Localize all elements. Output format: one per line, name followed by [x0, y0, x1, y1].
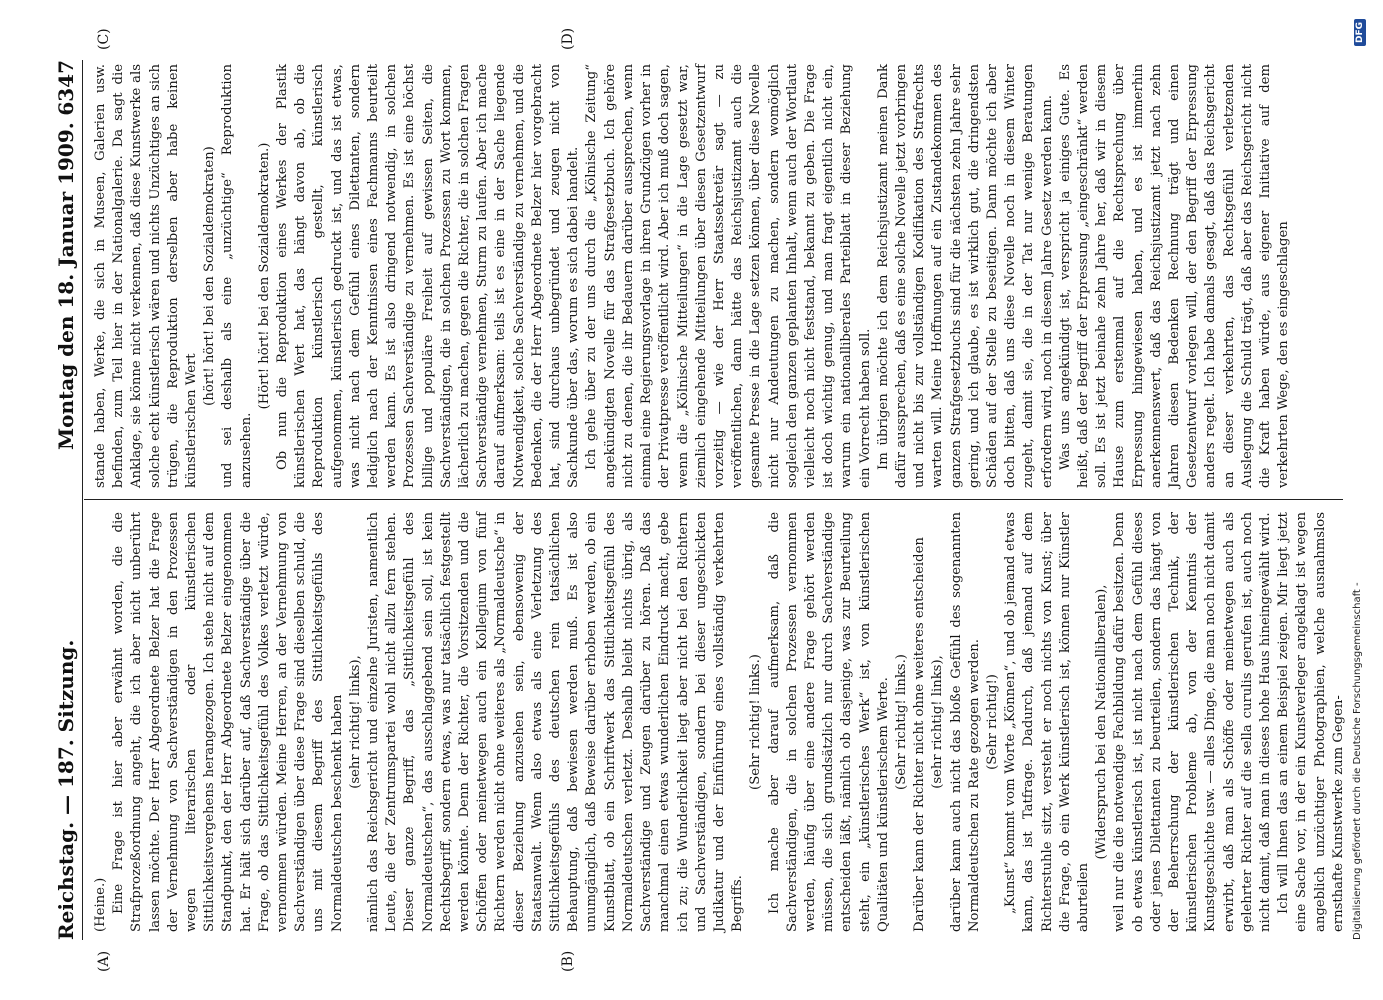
margin-marker-c: (C) [96, 28, 112, 50]
paragraph: Ob nun die Reproduktion eines Werkes der Plastik künstlerischen Wert hat, das hängt davon ab, ob die Reproduktion künstlerisch gestellt, künstlerisch aufgenommen, künstlerisch gedruckt ist, und das ist etwas, was nicht nach dem Gefühl eines Dilettanten, sondern lediglich nach der Kenntnissen eines Fachmanns beurteilt werden kann. Es ist also dringend notwendig, in solchen Prozessen Sachverständige zu vernehmen. Es ist eine höchst billige und populäre Freiheit auf gewissen Seiten, die Sachverständigen, die in solchen Prozessen zu Wort kommen, lächerlich zu machen, gegen die Richter, die in solchen Fragen Sachverständige vernehmen, Sturm zu laufen. Aber ich mache darauf aufmerksam: teils ist es eine in der Sache liegende Notwendigkeit, solche Sachverständige zu vernehmen, und die Bedenken, die der Herr Abgeordnete Belzer hier vorgebracht hat, sind durchaus unbegründet und zeugen nicht von Sachkunde über das, worum es sich dabei handelt. [275, 64, 582, 488]
margin-marker-a: (A) [96, 950, 112, 972]
left-text-column [92, 512, 1346, 932]
paragraph: (Sehr richtig! links.) [748, 654, 764, 790]
paragraph: und sei deshalb als eine „unzüchtige“ Reproduktion anzusehen. [220, 64, 254, 488]
header-session: Reichstag. — 187. Sitzung. [54, 639, 78, 940]
paragraph: Im übrigen möchte ich dem Reichsjustizamt meinen Dank dafür aussprechen, daß es eine solche Novelle jetzt vorbringen und nicht bis zur vollständigen Kodifikation des Strafrechts warten will. Meine Hoffnungen auf ein Zustandekommen des ganzen Strafgesetzbuchs sind für die nächsten zehn Jahre sehr gering, und ich glaube, es ist wirklich gut, die dringendsten Schäden auf der Stelle zu beseitigen. Dann möchte ich aber doch bitten, daß uns diese Novelle noch in diesem Winter zugeht, damit sie, die in der Tat nur wenige Beratungen erfordern wird, noch in diesem Jahre Gesetz werden kann. [875, 64, 1055, 488]
paragraph: darüber kann auch nicht das bloße Gefühl des sogenannten Normaldeutschen zu Rate gezogen werden. [948, 512, 982, 932]
dfg-logo: DFG [1354, 19, 1366, 46]
paragraph: Was uns angekündigt ist, verspricht ja einiges Gute. Es heißt, daß der Begriff der Erpressung „eingeschränkt“ werden soll. Es ist jetzt beinahe zehn Jahre her, daß wir in diesem Hause zum erstenmal auf die Rechtsprechung über Erpressung hingewiesen haben, und es ist immerhin anerkennenswert, daß das Reichsjustizamt jetzt nach zehn Jahren diesen Bedenken Rechnung trägt und einen Gesetzentwurf vorlegen will, der den Begriff der Erpressung anders regelt. Ich habe damals gesagt, daß das Reichsgericht an dieser verkehrten, das Rechtsgefühl verletzenden Auslegung die Schuld trägt, daß aber das Reichsgericht nicht die Kraft haben würde, aus eigener Initiative auf dem verkehrten Wege, den es eingeschlagen [1057, 64, 1292, 488]
margin-marker-b: (B) [560, 950, 576, 972]
paragraph: nämlich das Reichsgericht und einzelne Juristen, namentlich Leute, die der Zentrumspartei wohl nicht allzu fern stehen. Dieser ganze Begriff, das „Sittlichkeitsgefühl des Normaldeutschen“, das ausschlaggebend sein soll, ist kein Rechtsbegriff, sondern etwas, was nur tatsächlich festgestellt werden könnte. Denn der Richter, die Vorsitzenden und die Schöffen oder meinetwegen auch ein Kollegium von fünf Richtern werden nicht ohne weiteres als „Normaldeutsche“ in dieser Beziehung anzusehen sein, ebensowenig der Staatsanwalt. Wenn also etwas als eine Verletzung des Sittlichkeitsgefühls des deutschen rein tatsächlichen Behauptung, daß bewiesen werden muß. Es ist also unumgänglich, daß Beweise darüber erhoben werden, ob ein Kunstblatt, ob ein Schriftwerk das Sittlichkeitsgefühl des Normaldeutschen verletzt. Deshalb bleibt nichts übrig, als Sachverständige und Zeugen darüber zu hören. Daß das manchmal einen etwas wunderlichen Eindruck macht, gebe ich zu; die Wunderlichkeit liegt aber nicht bei den Richtern und Sachverständigen, sondern bei dieser ungeschickten Judikatur und der Einführung eines vollständig verkehrten Begriffs. [366, 512, 746, 932]
paragraph: Eine Frage ist hier aber erwähnt worden, die die Strafprozeßordnung angeht, die ich aber nicht unberührt lassen möchte. Der Herr Abgeordnete Belzer hat die Frage der Vernehmung von Sachverständigen in den Prozessen wegen literarischen oder künstlerischen Sittlichkeitsvergehens herangezogen. Ich stehe nicht auf dem Standpunkt, den der Herr Abgeordnete Belzer eingenommen hat. Er hält sich darüber auf, daß Sachverständige über die Frage, ob das Sittlichkeitsgefühl des Volkes verletzt würde, vernommen würden. Meine Herren, an der Vernehmung von Sachverständigen über diese Frage sind dieselben schuld, die uns mit diesem Begriff des Sittlichkeitsgefühls des Normaldeutschen beschenkt haben [111, 512, 345, 932]
paragraph: weil nur die die notwendige Fachbildung dafür besitzen. Denn ob etwas künstlerisch ist, ist nicht nach dem Gefühl dieses oder jenes Dilettanten zu beurteilen, sondern das hängt von der Beherrschung der künstlerischen Technik, der künstlerischen Probleme ab, von der Kenntnis der Kunstgeschichte usw. — alles Dinge, die man noch nicht damit erwirbt, daß man als Schöffe oder meinetwegen auch als gelehrter Richter auf die sella curulis gerufen ist, auch noch nicht damit, daß man in dieses hohe Haus hineingewählt wird. [1112, 512, 1273, 932]
paragraph: Darüber kann der Richter nicht ohne weiteres entscheiden [912, 537, 928, 932]
column-divider [84, 499, 1343, 500]
paragraph: „Kunst“ kommt vom Worte „Können“, und ob jemand etwas kann, das ist Tatfrage. Dadurch, daß jemand auf dem Richterstuhle sitzt, versteht er noch nichts von Kunst; über die Frage, ob ein Werk künstlerisch ist, können nur Künstler aburteilen [1003, 512, 1091, 932]
paragraph: (hört! hört! bei den Sozialdemokraten) [202, 146, 218, 406]
paragraph: (sehr richtig! links), [347, 655, 363, 789]
paragraph: Ich mache aber darauf aufmerksam, daß die Sachverständigen, die in solchen Prozessen vernommen werden, häufig über eine andere Frage gehört werden müssen, die sich grundsätzlich nur durch Sachverständige entscheiden läßt, nämlich ob dasjenige, was zur Beurteilung steht, ein „künstlerisches Werk“ ist, von künstlerischen Qualitäten und künstlerischem Werte. [766, 512, 891, 932]
paragraph: stande haben, Werke, die sich in Museen, Galerien usw. befinden, zum Teil hier in der Nationalgalerie. Da sagt die Anklage, sie könne nicht verkennen, daß diese Kunstwerke als solche echt künstlerisch wären und nichts Unzüchtiges an sich trügen, die Reproduktion derselben aber habe keinen künstlerischen Wert [93, 64, 200, 488]
digitization-credit: Digitalisierung gefördert durch die Deutsche Forschungsgemeinschaft - [1352, 582, 1363, 940]
margin-marker-d: (D) [560, 27, 576, 50]
paragraph: Ich gehe über zu der uns durch die „Kölnische Zeitung“ angekündigten Novelle für das Strafgesetzbuch. Ich gehöre nicht zu denen, die ihr Bedauern darüber aussprechen, wenn einmal eine Regierungsvorlage in ihren Grundzügen vorher in der Privatpresse veröffentlicht wird. Aber ich muß doch sagen, wenn die „Kölnische Mitteilungen“ in die Lage gesetzt war, ziemlich eingehende Mitteilungen über diesen Gesetzentwurf vorzeitig — wie der Herr Staatssekretär sagt — zu veröffentlichen, dann hätte das Reichsjustizamt auch die gesamte Presse in die Lage setzen können, über diese Novelle nicht nur Andeutungen zu machen, sondern womöglich sogleich den ganzen geplanten Inhalt, wenn auch der Wortlaut vielleicht noch nicht feststand, bekannt zu geben. Die Frage ist doch wichtig genug, und man fragt eigentlich nicht ein, warum ein nationalliberales Parteiblatt in dieser Beziehung ein Vorrecht haben soll. [584, 64, 873, 488]
paragraph: (Hört! hört! bei den Sozialdemokraten.) [256, 142, 272, 410]
paragraph: (Widerspruch bei den Nationalliberalen), [1094, 584, 1110, 860]
paragraph: (Heine.) [93, 877, 108, 932]
header-date: Montag den 18. Januar 1909. [54, 122, 78, 450]
page-number: 6347 [54, 60, 78, 116]
paragraph: (sehr richtig! links), [930, 655, 946, 789]
paragraph: Ich will Ihnen das an einem Beispiel zeigen. Mir liegt jetzt eine Sache vor, in der ein Kunstverleger angeklagt ist wegen angeblich unzüchtiger Photographien, welche ausnahmslos ernsthafte Kunstwerke zum Gegen- [1276, 512, 1346, 932]
right-text-column [92, 64, 1343, 488]
paragraph: (Sehr richtig!) [984, 674, 1000, 770]
page-header [48, 60, 83, 940]
paragraph: (Sehr richtig! links.) [893, 654, 909, 790]
